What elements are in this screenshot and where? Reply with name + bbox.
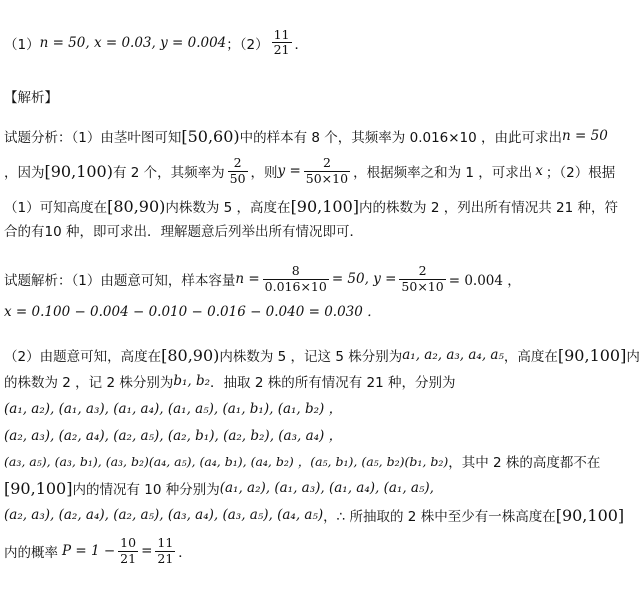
text: ，高度在 (503, 349, 558, 365)
math: = 50, y = (331, 271, 397, 287)
text: ． (178, 545, 192, 561)
text: （2）由题意可知，高度在 (4, 349, 162, 365)
fraction (263, 264, 329, 294)
fraction-numerator: 8 (291, 263, 300, 279)
answer-line (4, 28, 630, 58)
interval: [50,60) (181, 126, 240, 146)
interval: [90,100] (4, 478, 73, 498)
math: = 0.004 ， (448, 273, 521, 289)
fraction-denominator: 50 (229, 170, 246, 186)
math: P = 1 − (62, 543, 116, 559)
math: (a₃, a₅), (a₃, b₁), (a₃, b₂)(a₄, a₅), (a₄, b₁), (a₄, b₂) ，(a₅, b₁), (a₅, b₂)(b₁, b₂) (4, 454, 449, 469)
text: 内株数为 5 ，高度在 (165, 200, 291, 216)
interval: [80,90) (161, 345, 220, 365)
solution-line-2 (4, 300, 630, 320)
interval: [90,100] (555, 505, 625, 525)
fraction (155, 536, 175, 566)
text: ，其中 2 株的高度都不在 (448, 455, 601, 471)
interval: [90,100] (557, 345, 627, 365)
answer-part2-fraction (272, 28, 292, 58)
answer-part1-math: n = 50, x = 0.03, y = 0.004 (39, 34, 227, 51)
fraction-denominator: 21 (273, 42, 290, 58)
fraction-numerator: 2 (418, 263, 427, 279)
text: ，根据频率之和为 1 ，可求出 (353, 165, 533, 181)
text: 中的样本有 8 个，其频率为 0.016×10 ，由此可求出 (239, 130, 563, 146)
fraction-numerator: 11 (157, 535, 174, 551)
text: 试题解析：（1）由题意可知，样本容量 (4, 273, 236, 289)
text: 合的有10 种，即可求出．理解题意后列举出所有情况即可． (4, 224, 363, 240)
text: 内的情况有 10 种分别为 (72, 482, 220, 498)
math: n = 50 (562, 128, 608, 144)
text: 试题分析：（1）由茎叶图可知 (4, 130, 182, 146)
math: y = (277, 163, 301, 179)
text: （1）可知高度在 (4, 200, 108, 216)
math: (a₂, a₃), (a₂, a₄), (a₂, a₅), (a₂, b₁), (a₂, b₂), (a₃, a₄) ， (4, 428, 343, 444)
probability-line (4, 530, 630, 572)
math: (a₁, a₂), (a₁, a₃), (a₁, a₄), (a₁, a₅), (a₁, b₁), (a₁, b₂) ， (4, 401, 343, 417)
math: (a₁, a₂), (a₁, a₃), (a₁, a₄), (a₁, a₅), (219, 480, 434, 496)
pairs-line-1 (4, 396, 630, 418)
fraction-denominator: 21 (157, 550, 174, 566)
text: ．抽取 2 株的所有情况有 21 种，分别为 (210, 375, 456, 391)
text: 内的概率 (4, 545, 58, 561)
answer-separator: ；（2） (226, 36, 269, 53)
math: b₁, b₂ (173, 373, 211, 389)
analysis-line-3 (4, 195, 630, 217)
analysis-line-4 (4, 220, 630, 240)
part2-line-1 (4, 344, 640, 366)
text: 内的株数为 2 ，列出所有情况共 21 种，符 (359, 200, 618, 216)
analysis-line-2 (4, 151, 630, 191)
fraction-numerator: 10 (120, 535, 137, 551)
fraction-denominator: 50×10 (401, 278, 444, 294)
fraction-denominator: 0.016×10 (264, 278, 327, 294)
text: 的株数为 2 ，记 2 株分别为 (4, 375, 174, 391)
fraction (399, 264, 445, 294)
text: 有 2 个，其频率为 (112, 165, 225, 181)
interval: [80,90) (107, 196, 166, 216)
fraction (304, 156, 350, 186)
solution-line-1 (4, 258, 630, 300)
cases-line-1 (4, 477, 630, 499)
analysis-line-1 (4, 126, 630, 146)
fraction (228, 156, 248, 186)
text: ，因为 (4, 165, 45, 181)
pairs-line-2 (4, 423, 630, 445)
text: ，∴ 所抽取的 2 株中至少有一株高度在 (323, 509, 556, 525)
answer-end: ． (294, 36, 309, 53)
math: x (535, 163, 543, 179)
heading-text: 【解析】 (4, 90, 58, 106)
analysis-heading (4, 86, 630, 106)
math: x = 0.100 − 0.004 − 0.010 − 0.016 − 0.040 = 0.030 ． (4, 304, 381, 320)
fraction-denominator: 50×10 (305, 170, 349, 186)
fraction-numerator: 2 (322, 155, 331, 171)
text: 内 (626, 349, 640, 365)
text: 内株数为 5 ，记这 5 株分别为 (219, 349, 403, 365)
fraction-denominator: 21 (120, 550, 137, 566)
interval: [90,100) (44, 161, 113, 181)
interval: [90,100] (290, 196, 360, 216)
fraction-numerator: 2 (233, 155, 242, 171)
cases-line-2 (4, 503, 630, 527)
math: = (141, 543, 153, 559)
text: ，则 (250, 165, 278, 181)
math: (a₂, a₃), (a₂, a₄), (a₂, a₅), (a₃, a₄), (a₃, a₅), (a₄, a₅) (4, 507, 324, 523)
pairs-line-3 (4, 450, 630, 472)
math: n = (235, 271, 260, 287)
text: ；（2）根据 (545, 165, 616, 181)
part2-line-2 (4, 370, 630, 392)
fraction (118, 536, 138, 566)
answer-part1-label: （1） (4, 36, 40, 53)
fraction-numerator: 11 (273, 27, 290, 42)
math: a₁, a₂, a₃, a₄, a₅ (402, 347, 504, 363)
